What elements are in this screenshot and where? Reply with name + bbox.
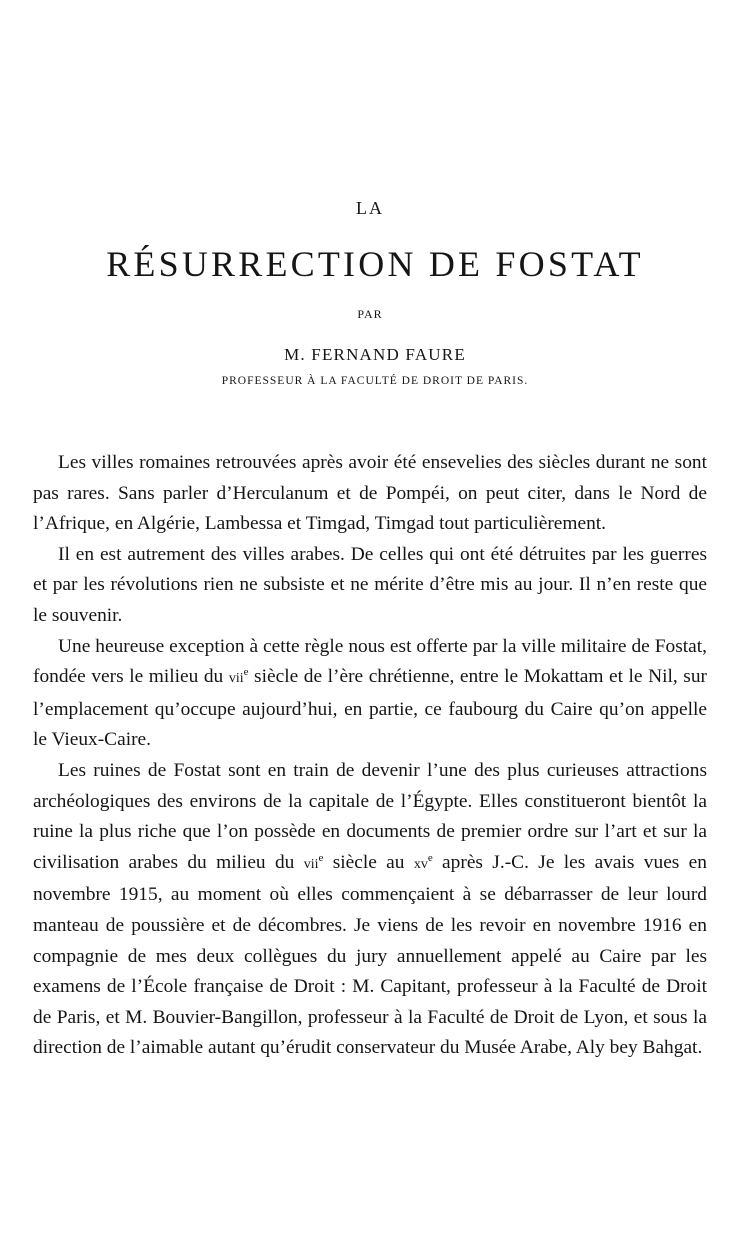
paragraph-3-text-a: Une heureuse exception à cette règle nous est offerte par la ville militaire de Fostat, fondée vers le milieu du [33,635,707,688]
superscript: e [243,666,249,679]
author-affiliation: PROFESSEUR À LA FACULTÉ DE DROIT DE PARIS. [221,375,529,387]
paragraph-4-text-b: siècle au [323,851,414,873]
body-text [33,448,707,1064]
by-line: PAR [357,307,383,321]
paragraph-4-text-c: après J.-C. Je les avais vues en novembre 1915, au moment où elles commençaient à se débarrasser de leur lourd manteau de poussière et de décombres. Je viens de les revoir en novembre 1916 en compagnie de mes deux collègues du jury annuellement appelé au Caire par les examens de l’École française de Droit : M. Capitant, professeur à la Faculté de Droit de Paris, et M. Bouvier-Bangillon, professeur à la Faculté de Droit de Lyon, et sous la direction de l’aimable autant qu’érudit conservateur du Musée Arabe, Aly bey Bahgat. [33,851,707,1059]
century-numeral: xv [413,856,428,872]
author-name: M. FERNAND FAURE [284,345,466,364]
paragraph-3-text-b: siècle de l’ère chrétienne, entre le Mokattam et le Nil, sur l’emplacement qu’occupe aujourd’hui, en partie, ce faubourg du Caire qu’on appelle le Vieux-Caire. [33,666,707,751]
superscript: e [427,851,433,864]
century-numeral: vii [228,671,244,687]
paragraph-1: Les villes romaines retrouvées après avoir été ensevelies des siècles durant ne sont pas rares. Sans parler d’Herculanum et de Pompéi, on peut citer, dans le Nord de l’Afrique, en Algérie, Lambessa et Timgad, Timgad tout particulièrement. [33,452,707,535]
paragraph-2: Il en est autrement des villes arabes. De celles qui ont été détruites par les guerres et par les révolutions rien ne subsiste et ne mérite d’être mis au jour. Il n’en reste que le souvenir. [33,543,707,626]
page-title: RÉSURRECTION DE FOSTAT [106,244,644,284]
paragraph-3 [33,632,707,756]
title-small: LA [356,198,384,218]
paragraph-4 [33,756,707,1064]
century-numeral: vii [303,856,319,872]
superscript: e [318,851,324,864]
paragraph-4-text-a: Les ruines de Fostat sont en train de devenir l’une des plus curieuses attractions archéologiques des environs de la capitale de l’Égypte. Elles constitueront bientôt la ruine la plus riche que l’on possède en documents de premier ordre sur l’art et sur la civilisation arabes du milieu du [33,759,707,873]
